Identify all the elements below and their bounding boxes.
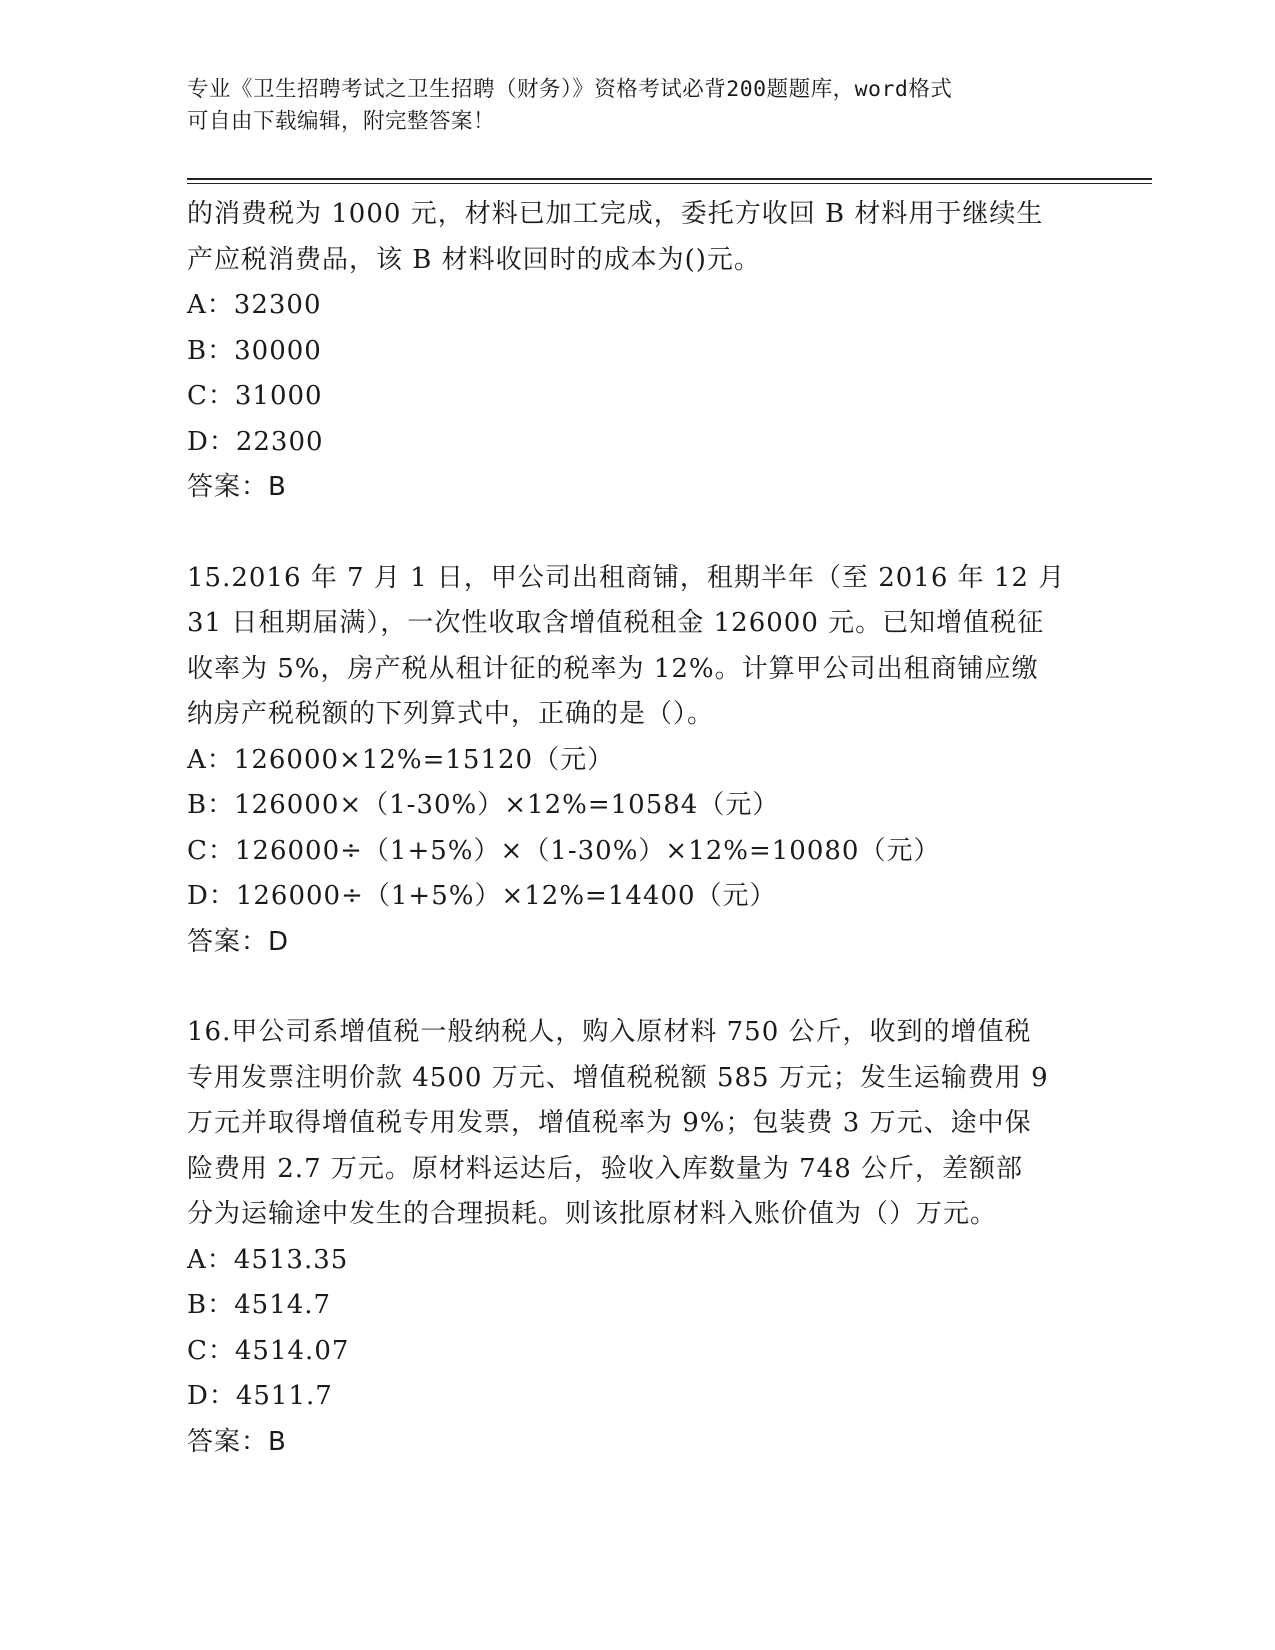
question-text-line: 专用发票注明价款 4500 万元、增值税税额 585 万元；发生运输费用 9	[187, 1062, 1049, 1093]
question-text-line: 收率为 5%，房产税从租计征的税率为 12%。计算甲公司出租商铺应缴	[187, 653, 1039, 684]
question-text-line: 纳房产税税额的下列算式中，正确的是（）。	[187, 699, 715, 729]
answer-line: 答案：B	[187, 1426, 287, 1457]
option-d: D：126000÷（1+5%）×12%=14400（元）	[187, 881, 777, 911]
option-c: C：126000÷（1+5%）×（1-30%）×12%=10080（元）	[187, 835, 941, 866]
question-text-line: 险费用 2.7 万元。原材料运达后，验收入库数量为 748 公斤，差额部	[187, 1153, 1024, 1184]
question-block-15	[187, 556, 1087, 966]
option-d: D：22300	[187, 426, 324, 457]
question-block-16	[187, 1010, 1087, 1465]
option-c: C：31000	[187, 381, 323, 411]
question-text-line: 万元并取得增值税专用发票，增值税率为 9%；包装费 3 万元、途中保	[187, 1108, 1032, 1138]
header-divider-thin	[187, 183, 1152, 184]
question-text-line: 分为运输途中发生的合理损耗。则该批原材料入账价值为（）万元。	[187, 1199, 998, 1229]
option-a: A：4513.35	[187, 1244, 349, 1275]
block-spacer	[187, 965, 1087, 1010]
question-block-14	[187, 192, 1087, 511]
option-d: D：4511.7	[187, 1381, 333, 1411]
option-a: A：126000×12%=15120（元）	[187, 744, 615, 775]
question-text-line: 15.2016 年 7 月 1 日，甲公司出租商铺，租期半年（至 2016 年 12 月	[187, 562, 1066, 593]
question-list	[187, 192, 1087, 1465]
header-divider-thick	[187, 178, 1152, 180]
header-title-line-2: 可自由下载编辑，附完整答案！	[187, 109, 496, 134]
option-b: B：30000	[187, 335, 322, 366]
question-text-line: 的消费税为 1000 元，材料已加工完成，委托方收回 B 材料用于继续生	[187, 199, 1044, 229]
option-c: C：4514.07	[187, 1335, 350, 1366]
question-text-line: 16.甲公司系增值税一般纳税人，购入原材料 750 公斤，收到的增值税	[187, 1017, 1032, 1047]
page-header	[187, 74, 1087, 138]
question-text-line: 31 日租期届满），一次性收取含增值税租金 126000 元。已知增值税征	[187, 608, 1045, 638]
block-spacer	[187, 511, 1087, 556]
header-title-line-1: 专业《卫生招聘考试之卫生招聘（财务）》资格考试必背200题题库，word格式	[187, 77, 953, 102]
question-text	[187, 1010, 1087, 1238]
option-b: B：126000×（1-30%）×12%=10584（元）	[187, 790, 780, 820]
option-b: B：4514.7	[187, 1290, 332, 1320]
question-text-line: 产应税消费品，该 B 材料收回时的成本为()元。	[187, 244, 761, 275]
option-a: A：32300	[187, 290, 322, 320]
answer-line: 答案：B	[187, 472, 287, 502]
answer-line: 答案：D	[187, 926, 290, 957]
question-text	[187, 192, 1087, 283]
question-text	[187, 556, 1087, 738]
